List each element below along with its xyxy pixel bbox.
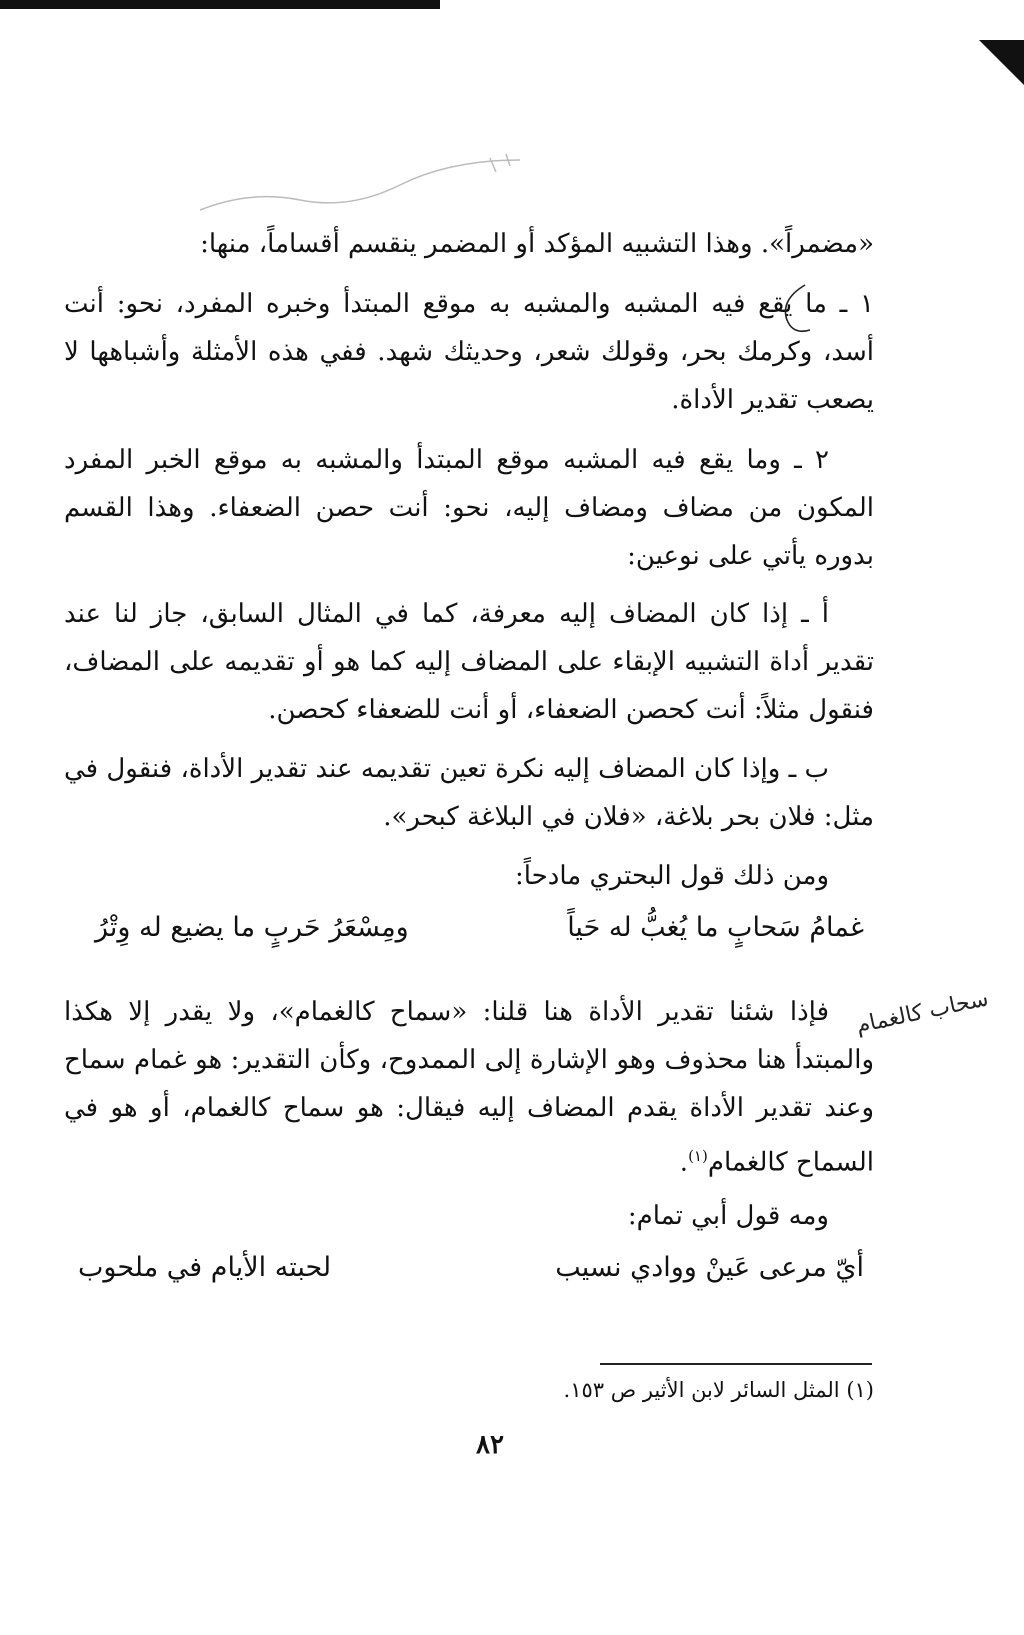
paragraph-explanation — [64, 988, 874, 1187]
verse-1-second-hemistich: ومِسْعَرُ حَربٍ ما يضيع له وِتْرُ — [95, 912, 409, 943]
footnote-text: (١) المثل السائر لابن الأثير ص ١٥٣. — [563, 1378, 874, 1402]
pen-bracket-mark — [775, 280, 815, 340]
paragraph-abu-tammam-intro: ومه قول أبي تمام: — [627, 1201, 829, 1231]
paragraph-buhturi-intro: ومن ذلك قول البحتري مادحاً: — [515, 861, 829, 891]
paragraph-section-1: ١ ـ ما يقع فيه المشبه والمشبه به موقع المبتدأ وخبره المفرد، نحو: أنت أسد، وكرمك بحر، وقولك شعر، وحديثك شهد. ففي هذه الأمثلة وأشباهها لا يصعب تقدير الأداة. — [64, 289, 874, 415]
paragraph-section-2: ٢ ـ وما يقع فيه المشبه موقع المبتدأ والمشبه به موقع الخبر المفرد المكون من مضاف ومضاف إليه، نحو: أنت حصن الضعفاء. وهذا القسم بدوره يأتي على نوعين: — [64, 445, 874, 571]
explanation-text: فإذا شئنا تقدير الأداة هنا قلنا: «سماح كالغمام»، ولا يقدر إلا هكذا والمبتدأ هنا محذوف وهو الإشارة إلى الممدوح، وكأن التقدير: هو غمام سماح وعند تقدير الأداة يقدم المضاف إليه فيقال: هو سماح كالغمام، أو هو في السماح كالغمام — [64, 997, 874, 1178]
footnote-divider — [600, 1363, 872, 1365]
paragraph-type-a: أ ـ إذا كان المضاف إليه معرفة، كما في المثال السابق، جاز لنا عند تقدير أداة التشبيه الإبقاء على المضاف إليه كما هو أو تقديمه على المضاف، فنقول مثلاً: أنت كحصن الضعفاء، أو أنت للضعفاء كحصن. — [64, 599, 874, 725]
verse-2-first-hemistich: أيّ مرعى عَينْ ووادي نسيب — [555, 1252, 864, 1283]
page-number: ٨٢ — [476, 1430, 504, 1460]
margin-handwritten-note: سحاب كالغمام — [853, 986, 991, 1039]
explanation-period: . — [679, 1147, 689, 1178]
footnote-reference: (١) — [688, 1147, 708, 1165]
paragraph-intro: «مضمراً». وهذا التشبيه المؤكد أو المضمر ينقسم أقساماً، منها: — [200, 229, 874, 259]
verse-2-second-hemistich: لحبته الأيام في ملحوب — [78, 1252, 332, 1283]
scan-border-top — [0, 0, 440, 9]
scan-corner-mark — [979, 40, 1024, 85]
verse-1-first-hemistich: غمامُ سَحابٍ ما يُغبُّ له حَياً — [567, 912, 864, 943]
faint-pencil-scribble — [190, 150, 550, 220]
paragraph-type-b: ب ـ وإذا كان المضاف إليه نكرة تعين تقديمه عند تقدير الأداة، فنقول في مثل: فلان بحر بلاغة، «فلان في البلاغة كبحر». — [64, 754, 874, 832]
